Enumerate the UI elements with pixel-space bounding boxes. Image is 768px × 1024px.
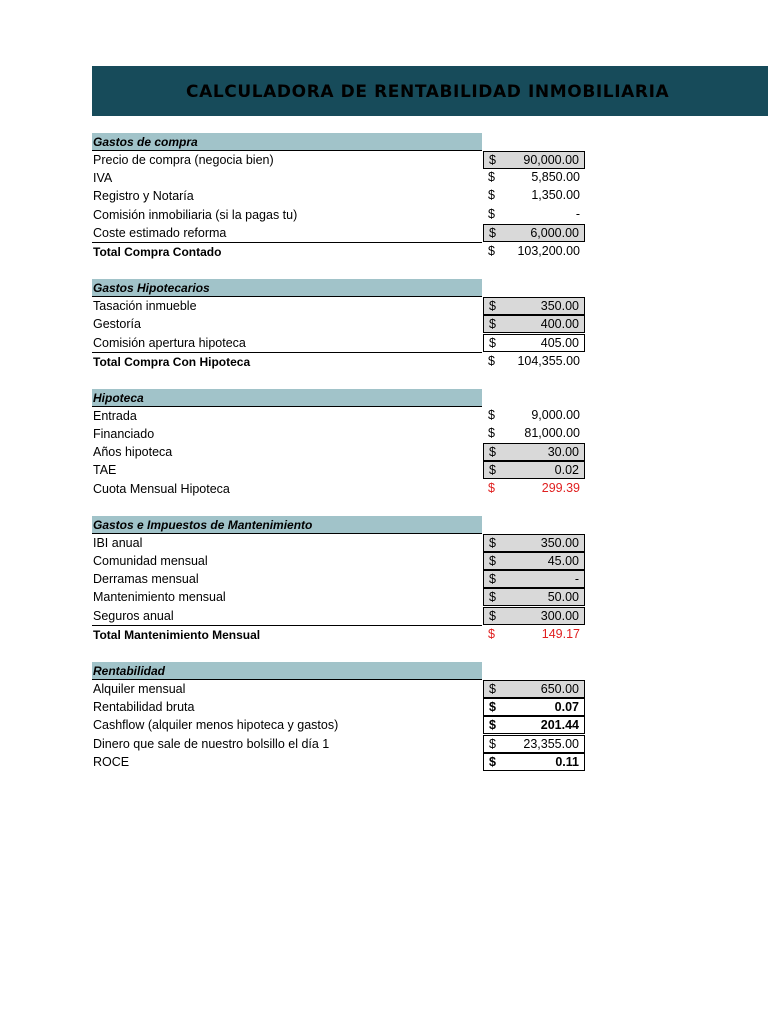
section-header: Gastos Hipotecarios — [92, 279, 482, 297]
total-cell[interactable] — [483, 626, 585, 644]
currency-symbol: $ — [488, 353, 495, 368]
currency-symbol: $ — [489, 535, 496, 550]
section-mantenimiento — [92, 516, 592, 644]
cell-value: 299.39 — [541, 480, 580, 495]
table-row — [92, 224, 592, 242]
table-row — [92, 461, 592, 479]
section-gastos-compra — [92, 133, 592, 261]
section-header: Gastos e Impuestos de Mantenimiento — [92, 516, 482, 534]
currency-symbol: $ — [488, 626, 495, 641]
currency-symbol: $ — [489, 754, 496, 769]
currency-symbol: $ — [489, 590, 496, 605]
cell-value: 81,000.00 — [524, 426, 580, 441]
row-label: Mantenimiento mensual — [93, 590, 226, 605]
total-row — [92, 625, 580, 644]
cell-value: 6,000.00 — [530, 225, 579, 240]
currency-symbol: $ — [488, 407, 495, 422]
total-cell[interactable] — [483, 243, 585, 261]
row-label: Financiado — [93, 427, 155, 442]
value-cell[interactable] — [483, 607, 585, 625]
table-row — [92, 698, 592, 716]
row-label: Comunidad mensual — [93, 554, 208, 568]
currency-symbol: $ — [488, 480, 495, 495]
cell-value: 1,350.00 — [531, 188, 580, 203]
total-cell[interactable] — [483, 353, 585, 371]
total-label: Total Mantenimiento Mensual — [93, 627, 261, 642]
value-cell[interactable] — [483, 187, 585, 205]
section-header: Gastos de compra — [92, 133, 482, 151]
table-row — [92, 588, 592, 606]
currency-symbol: $ — [488, 170, 495, 185]
page-title: CALCULADORA DE RENTABILIDAD INMOBILIARIA — [186, 82, 670, 102]
table-row — [92, 315, 592, 333]
row-label: Cashflow (alquiler menos hipoteca y gastos) — [93, 718, 339, 733]
cell-value: 0.07 — [554, 700, 579, 715]
row-label: Cuota Mensual Hipoteca — [93, 481, 230, 496]
currency-symbol: $ — [489, 299, 496, 314]
row-label: Precio de compra (negocia bien) — [93, 153, 274, 167]
value-cell[interactable] — [483, 716, 585, 734]
table-row — [92, 680, 592, 698]
table-row — [92, 607, 592, 625]
value-cell[interactable] — [483, 315, 585, 333]
table-row — [92, 187, 592, 205]
table-row — [92, 480, 592, 498]
table-row — [92, 206, 592, 224]
cell-value: 201.44 — [540, 718, 579, 733]
section-gastos-hipotecarios — [92, 279, 592, 371]
currency-symbol: $ — [489, 681, 496, 696]
row-label: Rentabilidad bruta — [93, 700, 195, 715]
cell-value: 104,355.00 — [517, 353, 580, 368]
section-header: Hipoteca — [92, 389, 482, 407]
value-cell[interactable] — [483, 570, 585, 588]
row-label: Registro y Notaría — [93, 189, 194, 204]
currency-symbol: $ — [489, 700, 496, 715]
currency-symbol: $ — [488, 188, 495, 203]
value-cell[interactable] — [483, 680, 585, 698]
table-row — [92, 716, 592, 734]
table-row — [92, 570, 592, 588]
value-cell[interactable] — [483, 425, 585, 443]
table-row — [92, 297, 592, 315]
table-row — [92, 151, 592, 169]
cell-value: 5,850.00 — [531, 170, 580, 185]
table-row — [92, 534, 592, 552]
table-row — [92, 552, 592, 570]
row-label: Comisión inmobiliaria (si la pagas tu) — [93, 207, 298, 222]
table-row — [92, 169, 592, 187]
table-row — [92, 753, 592, 771]
total-label: Total Compra Contado — [93, 244, 222, 259]
total-label: Total Compra Con Hipoteca — [93, 354, 251, 369]
row-label: Comisión apertura hipoteca — [93, 335, 246, 350]
table-row — [92, 407, 592, 425]
cell-value: 103,200.00 — [517, 243, 580, 258]
value-cell[interactable] — [483, 588, 585, 606]
cell-value: 9,000.00 — [531, 407, 580, 422]
currency-symbol: $ — [489, 153, 496, 167]
title-clip — [186, 80, 670, 104]
row-label: Entrada — [93, 408, 137, 423]
row-label: Dinero que sale de nuestro bolsillo el día 1 — [93, 736, 330, 751]
currency-symbol: $ — [488, 426, 495, 441]
value-cell[interactable] — [483, 443, 585, 461]
cell-value: 30.00 — [547, 445, 579, 460]
value-cell[interactable] — [483, 297, 585, 315]
section-rentabilidad — [92, 662, 592, 771]
cell-value: 0.02 — [554, 463, 579, 478]
row-label: Seguros anual — [93, 608, 174, 623]
cell-value: 300.00 — [540, 608, 579, 623]
currency-symbol: $ — [489, 554, 496, 568]
cell-value: 45.00 — [547, 554, 579, 568]
section-header: Rentabilidad — [92, 662, 482, 680]
table-row — [92, 425, 592, 443]
table-row — [92, 334, 592, 352]
value-cell[interactable] — [483, 534, 585, 552]
currency-symbol: $ — [488, 243, 495, 258]
value-cell[interactable] — [483, 151, 585, 169]
total-row — [92, 242, 580, 261]
cell-value: - — [575, 206, 580, 221]
value-cell[interactable] — [483, 206, 585, 224]
cell-value: 149.17 — [541, 626, 580, 641]
value-cell[interactable] — [483, 698, 585, 716]
currency-symbol: $ — [489, 736, 496, 751]
value-cell[interactable] — [483, 735, 585, 753]
cell-value: - — [574, 572, 579, 587]
value-cell[interactable] — [483, 169, 585, 187]
currency-symbol: $ — [488, 206, 495, 221]
row-label: Tasación inmueble — [93, 299, 197, 314]
value-cell[interactable] — [483, 224, 585, 242]
section-hipoteca — [92, 389, 592, 498]
row-label: IBI anual — [93, 535, 143, 550]
value-cell[interactable] — [483, 753, 585, 771]
total-row — [92, 352, 580, 371]
row-label: Coste estimado reforma — [93, 225, 227, 240]
currency-symbol: $ — [489, 572, 496, 587]
currency-symbol: $ — [489, 225, 496, 240]
currency-symbol: $ — [489, 335, 496, 350]
cell-value: 90,000.00 — [523, 153, 579, 167]
cell-value: 0.11 — [555, 754, 579, 769]
table-row — [92, 735, 592, 753]
value-cell[interactable] — [483, 334, 585, 352]
row-label: ROCE — [93, 754, 130, 769]
row-label: Años hipoteca — [93, 445, 173, 460]
value-cell[interactable] — [483, 552, 585, 570]
currency-symbol: $ — [489, 608, 496, 623]
cell-value: 350.00 — [540, 535, 579, 550]
row-label: Alquiler mensual — [93, 681, 186, 696]
value-cell[interactable] — [483, 461, 585, 479]
cell-value: 23,355.00 — [523, 736, 579, 751]
row-label: IVA — [93, 171, 113, 186]
cell-value: 650.00 — [540, 681, 579, 696]
row-label: Derramas mensual — [93, 572, 199, 587]
currency-symbol: $ — [489, 463, 496, 478]
row-label: TAE — [93, 463, 117, 478]
value-cell[interactable] — [483, 480, 585, 498]
spreadsheet — [92, 133, 592, 789]
currency-symbol: $ — [489, 445, 496, 460]
cell-value: 350.00 — [540, 299, 579, 314]
cell-value: 405.00 — [540, 335, 579, 350]
cell-value: 50.00 — [547, 590, 579, 605]
table-row — [92, 443, 592, 461]
cell-value: 400.00 — [540, 317, 579, 332]
row-label: Gestoría — [93, 317, 141, 332]
currency-symbol: $ — [489, 317, 496, 332]
currency-symbol: $ — [489, 718, 496, 733]
value-cell[interactable] — [483, 407, 585, 425]
